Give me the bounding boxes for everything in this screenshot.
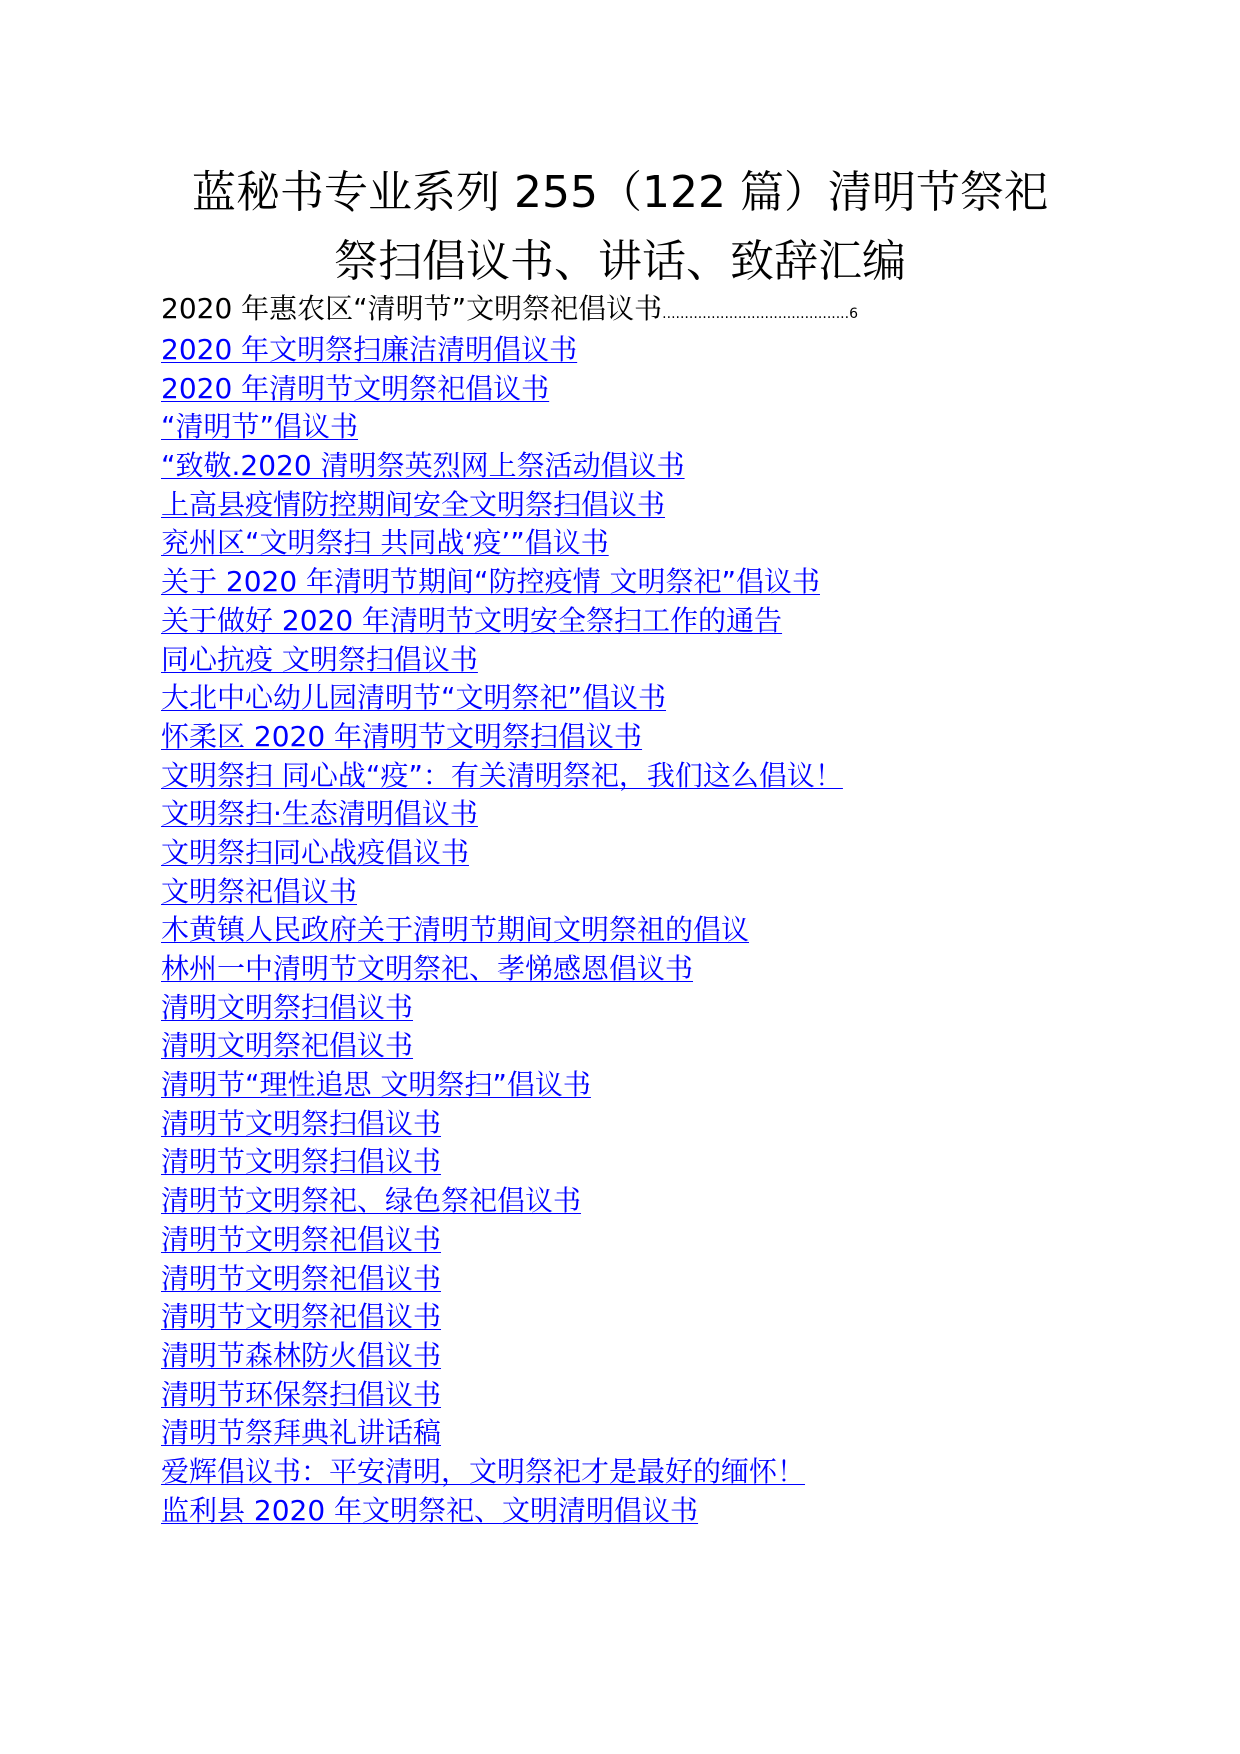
toc-page-number: 6 [849, 306, 859, 322]
toc-entry [161, 447, 1121, 486]
toc-entry [161, 757, 1121, 796]
toc-entry [161, 1260, 1121, 1299]
toc-entry [161, 795, 1121, 834]
toc-link[interactable]: “致敬.2020 清明祭英烈网上祭活动倡议书 [161, 449, 685, 483]
toc-link[interactable]: 清明节文明祭祀倡议书 [161, 1300, 442, 1334]
toc-link[interactable]: 清明节文明祭祀倡议书 [161, 1261, 442, 1295]
toc-link[interactable]: “清明节”倡议书 [161, 410, 359, 444]
toc-link[interactable]: 兖州区“文明祭扫 共同战‘疫’”倡议书 [161, 526, 609, 560]
toc-entry [161, 1182, 1121, 1221]
toc-link[interactable]: 林州一中清明节文明祭祀、孝悌感恩倡议书 [161, 952, 694, 985]
toc-link[interactable]: 2020 年清明节文明祭祀倡议书 [161, 371, 550, 405]
toc-entry [161, 524, 1121, 563]
toc-link[interactable]: 清明节环保祭扫倡议书 [161, 1377, 442, 1411]
document-title-line-1: 蓝秘书专业系列 255（122 篇）清明节祭祀 [192, 167, 1048, 218]
toc-entry [161, 1337, 1121, 1376]
toc-link[interactable]: 木黄镇人民政府关于清明节期间文明祭祖的倡议 [161, 913, 750, 947]
toc-entry [161, 486, 1121, 525]
toc-entry [161, 1105, 1121, 1144]
toc-link[interactable]: 爱辉倡议书：平安清明，文明祭祀才是最好的缅怀！ [161, 1454, 806, 1488]
toc-link[interactable]: 2020 年文明祭扫廉洁清明倡议书 [161, 333, 578, 366]
toc-entry [161, 834, 1121, 873]
toc-entry [161, 1376, 1121, 1415]
toc-entry [161, 1221, 1121, 1260]
toc-link[interactable]: 清明节文明祭祀、绿色祭祀倡议书 [161, 1184, 582, 1218]
toc-entry-first-text: 2020 年惠农区“清明节”文明祭祀倡议书 [161, 292, 663, 325]
toc-link[interactable]: 关于做好 2020 年清明节文明安全祭扫工作的通告 [161, 603, 783, 637]
toc-link[interactable]: 大北中心幼儿园清明节“文明祭祀”倡议书 [161, 681, 667, 715]
toc-entry [161, 1492, 1121, 1531]
toc-entry [161, 641, 1121, 680]
toc-entry [161, 911, 1121, 950]
toc-entry [161, 989, 1121, 1028]
toc-entry [161, 1066, 1121, 1105]
toc-entry [161, 873, 1121, 912]
toc-entry [161, 1414, 1121, 1453]
toc-link[interactable]: 清明文明祭扫倡议书 [161, 990, 414, 1024]
toc-link[interactable]: 文明祭祀倡议书 [161, 874, 358, 908]
toc-entry [161, 1143, 1121, 1182]
document-title-line-2: 祭扫倡议书、讲话、致辞汇编 [334, 236, 906, 287]
toc-link[interactable]: 清明节森林防火倡议书 [161, 1338, 442, 1372]
toc-link[interactable]: 同心抗疫 文明祭扫倡议书 [161, 642, 478, 676]
toc-entry [161, 563, 1121, 602]
toc-link[interactable]: 监利县 2020 年文明祭祀、文明清明倡议书 [161, 1493, 699, 1527]
toc-entry [161, 602, 1121, 641]
toc-link[interactable]: 上高县疫情防控期间安全文明祭扫倡议书 [161, 487, 666, 521]
toc-link[interactable]: 文明祭扫同心战疫倡议书 [161, 835, 470, 869]
toc-link[interactable]: 清明节文明祭扫倡议书 [161, 1145, 442, 1179]
toc-entry [161, 1298, 1121, 1337]
toc-link[interactable]: 文明祭扫·生态清明倡议书 [161, 797, 478, 831]
toc-link[interactable]: 清明节祭拜典礼讲话稿 [161, 1416, 442, 1450]
toc-entry-first [161, 289, 1061, 334]
toc-entry [161, 718, 1121, 757]
toc-link[interactable]: 清明节文明祭祀倡议书 [161, 1222, 442, 1256]
toc-entry [161, 950, 1121, 989]
toc-entry [161, 370, 1121, 409]
toc-entry [161, 408, 1121, 447]
toc-entry [161, 679, 1121, 718]
toc-link[interactable]: 关于 2020 年清明节期间“防控疫情 文明祭祀”倡议书 [161, 565, 820, 599]
toc-link[interactable]: 文明祭扫 同心战“疫”：有关清明祭祀，我们这么倡议！ [161, 758, 843, 792]
toc-entry [161, 1453, 1121, 1492]
toc-list [161, 331, 1121, 1530]
toc-link[interactable]: 清明节文明祭扫倡议书 [161, 1106, 442, 1140]
toc-link[interactable]: 怀柔区 2020 年清明节文明祭扫倡议书 [161, 719, 643, 753]
toc-link[interactable]: 清明文明祭祀倡议书 [161, 1029, 414, 1063]
toc-entry [161, 331, 1121, 370]
toc-leader-dots: .......................................... [662, 306, 850, 322]
toc-link[interactable]: 清明节“理性追思 文明祭扫”倡议书 [161, 1068, 591, 1102]
toc-entry [161, 1027, 1121, 1066]
